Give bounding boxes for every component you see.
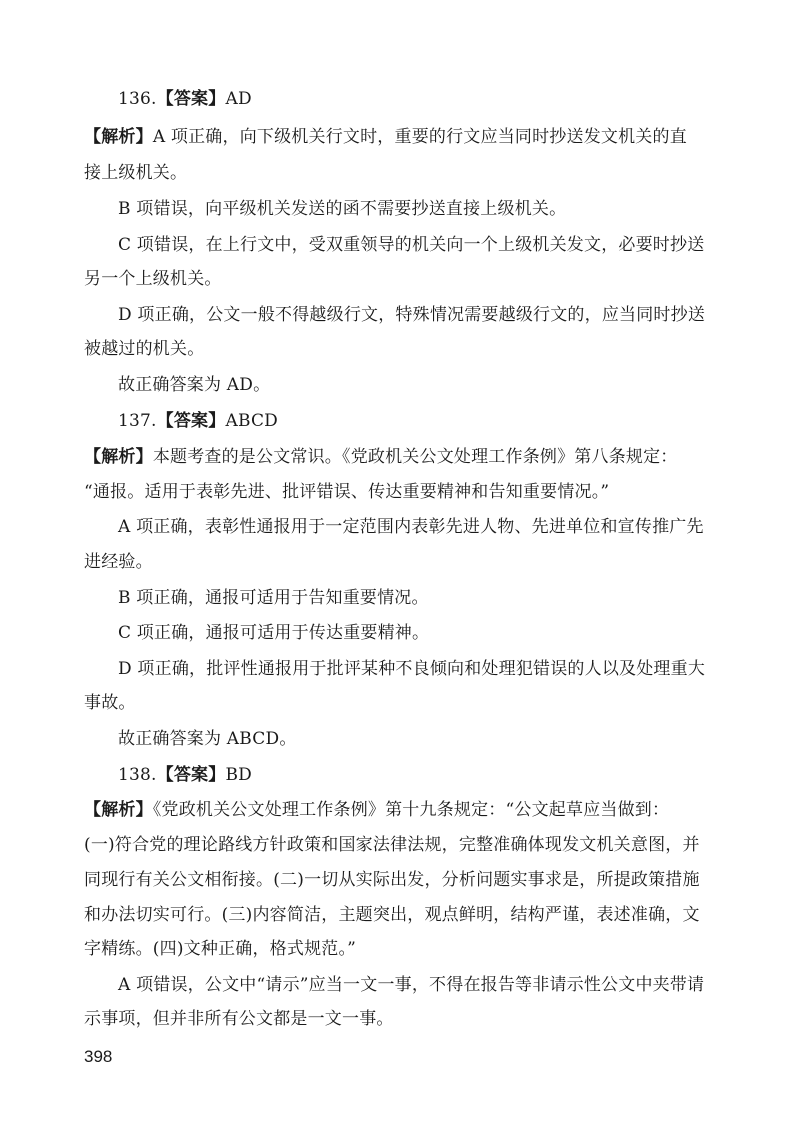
analysis-line: A 项错误，公文中“请示”应当一文一事，不得在报告等非请示性公文中夹带请	[118, 975, 705, 995]
analysis-line: 同现行有关公文相衔接。(二)一切从实际出发，分析问题实事求是，所提政策措施	[84, 870, 700, 890]
analysis-line: 进经验。	[84, 552, 153, 572]
question-number: 138.	[118, 765, 157, 785]
analysis-line: D 项正确，公文一般不得越级行文，特殊情况需要越级行文的，应当同时抄送	[118, 305, 706, 325]
answer-heading-137	[118, 410, 278, 432]
answer-tag: 【答案】	[156, 765, 226, 785]
analysis-line: 被越过的机关。	[84, 339, 205, 359]
analysis-line	[84, 126, 687, 148]
analysis-line: A 项正确，表彰性通报用于一定范围内表彰先进人物、先进单位和宣传推广先	[118, 517, 704, 537]
page-number: 398	[84, 1047, 113, 1066]
answer-value: BD	[225, 765, 252, 785]
analysis-text: 《党政机关公文处理工作条例》第十九条规定：“公文起草应当做到：	[152, 800, 670, 820]
analysis-line: C 项正确，通报可适用于传达重要精神。	[118, 623, 430, 643]
analysis-line: B 项正确，通报可适用于告知重要情况。	[118, 588, 429, 608]
analysis-line	[84, 799, 669, 821]
analysis-text: A 项正确，向下级机关行文时，重要的行文应当同时抄送发文机关的直	[152, 127, 687, 147]
analysis-text: 本题考查的是公文常识。《党政机关公文处理工作条例》第八条规定：	[152, 447, 678, 467]
analysis-line: 接上级机关。	[84, 163, 188, 183]
analysis-tag: 【解析】	[84, 800, 153, 820]
analysis-line: B 项错误，向平级机关发送的函不需要抄送直接上级机关。	[118, 199, 567, 219]
analysis-line: 事故。	[84, 693, 136, 713]
analysis-tag: 【解析】	[84, 127, 153, 147]
conclusion-line: 故正确答案为 ABCD。	[118, 729, 297, 749]
answer-value: ABCD	[225, 411, 278, 431]
answer-tag: 【答案】	[156, 411, 226, 431]
analysis-line: (一)符合党的理论路线方针政策和国家法律法规，完整准确体现发文机关意图，并	[84, 835, 700, 855]
analysis-line	[84, 446, 678, 468]
analysis-line: “通报。适用于表彰先进、批评错误、传达重要精神和告知重要情况。”	[84, 482, 610, 502]
answer-tag: 【答案】	[156, 89, 226, 109]
question-number: 136.	[118, 89, 157, 109]
analysis-line: 示事项，但并非所有公文都是一文一事。	[84, 1009, 394, 1029]
analysis-line: C 项错误，在上行文中，受双重领导的机关向一个上级机关发文，必要时抄送	[118, 235, 705, 255]
analysis-line: 另一个上级机关。	[84, 269, 222, 289]
answer-heading-136	[118, 88, 252, 110]
analysis-line: 和办法切实可行。(三)内容简洁，主题突出，观点鲜明，结构严谨，表述准确，文	[84, 905, 700, 925]
analysis-line: D 项正确，批评性通报用于批评某种不良倾向和处理犯错误的人以及处理重大	[118, 659, 706, 679]
analysis-tag: 【解析】	[84, 447, 153, 467]
conclusion-line: 故正确答案为 AD。	[118, 375, 271, 395]
analysis-line: 字精练。(四)文种正确，格式规范。”	[84, 939, 357, 959]
answer-value: AD	[225, 89, 252, 109]
question-number: 137.	[118, 411, 157, 431]
answer-heading-138	[118, 764, 252, 786]
